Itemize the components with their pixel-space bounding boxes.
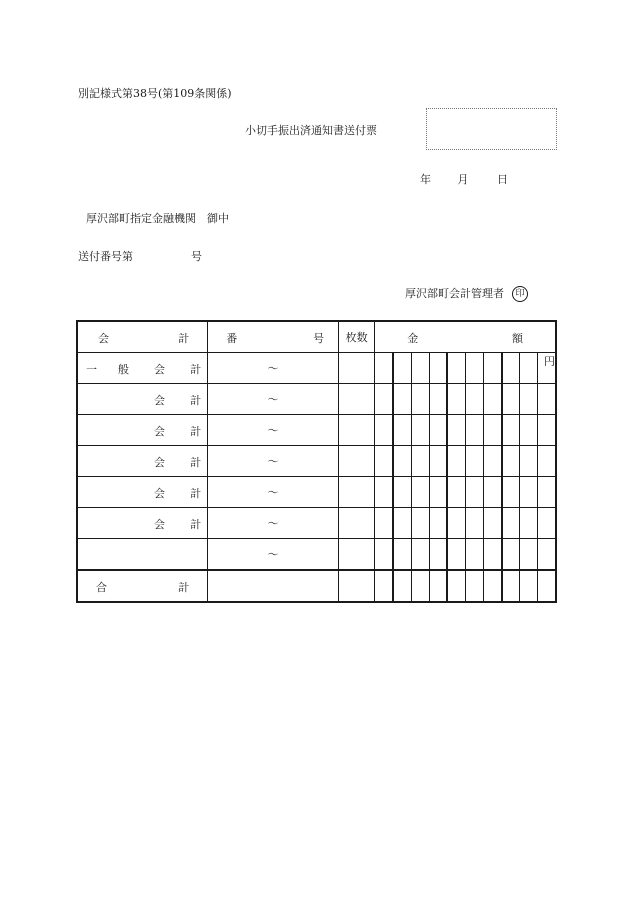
total-number-cell — [208, 570, 339, 602]
amount-digit-cell — [502, 415, 520, 446]
sending-number-suffix: 号 — [191, 250, 202, 263]
amount-digit-cell — [483, 570, 501, 602]
amount-digit-cell — [375, 508, 393, 539]
amount-digit-cell — [520, 384, 538, 415]
amount-digit-cell — [411, 415, 429, 446]
amount-digit-cell — [520, 446, 538, 477]
table-row — [77, 446, 556, 477]
amount-digit-cell — [375, 384, 393, 415]
amount-digit-cell — [483, 477, 501, 508]
amount-digit-cell — [375, 477, 393, 508]
amount-digit-cell — [538, 570, 556, 602]
row-number-range: 〜 — [208, 477, 339, 508]
row-account: 一 般 会 計 — [77, 353, 208, 384]
amount-digit-cell — [393, 415, 411, 446]
table-row — [77, 353, 556, 384]
row-account: 会 計 — [77, 508, 208, 539]
form-reference: 別記様式第38号(第109条関係) — [78, 87, 232, 100]
row-number-range: 〜 — [208, 384, 339, 415]
amount-digit-cell — [375, 415, 393, 446]
amount-digit-cell — [429, 539, 447, 571]
amount-digit-cell — [465, 539, 483, 571]
row-count — [339, 477, 375, 508]
amount-digit-cell — [502, 570, 520, 602]
amount-digit-cell — [483, 508, 501, 539]
amount-digit-cell — [447, 353, 465, 384]
total-label: 合 計 — [77, 570, 208, 602]
amount-digit-cell — [429, 570, 447, 602]
amount-digit-cell — [520, 508, 538, 539]
date-month: 月 — [457, 173, 469, 186]
row-number-range: 〜 — [208, 446, 339, 477]
sending-number-prefix: 送付番号第 — [78, 250, 133, 263]
amount-digit-cell — [393, 477, 411, 508]
sender-name: 厚沢部町会計管理者 — [405, 287, 504, 300]
amount-digit-cell — [393, 384, 411, 415]
amount-digit-cell — [520, 570, 538, 602]
amount-digit-cell — [429, 508, 447, 539]
amount-digit-cell — [502, 508, 520, 539]
row-count — [339, 539, 375, 571]
amount-digit-cell — [520, 477, 538, 508]
amount-digit-cell — [411, 477, 429, 508]
header-account: 会 計 — [77, 321, 208, 353]
amount-digit-cell — [429, 446, 447, 477]
amount-digit-cell — [538, 384, 556, 415]
amount-digit-cell — [465, 353, 483, 384]
amount-digit-cell — [375, 353, 393, 384]
row-account: 会 計 — [77, 415, 208, 446]
document-title: 小切手振出済通知書送付票 — [245, 124, 377, 137]
amount-digit-cell — [375, 446, 393, 477]
amount-digit-cell — [411, 570, 429, 602]
amount-digit-cell — [429, 384, 447, 415]
amount-digit-cell — [483, 353, 501, 384]
amount-digit-cell — [465, 384, 483, 415]
row-number-range: 〜 — [208, 539, 339, 571]
amount-digit-cell — [483, 539, 501, 571]
row-account: 会 計 — [77, 477, 208, 508]
amount-digit-cell — [465, 446, 483, 477]
row-account: 会 計 — [77, 384, 208, 415]
date-year: 年 — [420, 173, 431, 186]
amount-digit-cell — [429, 353, 447, 384]
amount-digit-cell — [465, 508, 483, 539]
row-count — [339, 508, 375, 539]
amount-digit-cell — [520, 539, 538, 571]
amount-digit-cell — [483, 415, 501, 446]
amount-digit-cell — [538, 539, 556, 571]
table-row — [77, 477, 556, 508]
header-count: 枚数 — [339, 321, 375, 353]
amount-digit-cell — [502, 446, 520, 477]
table-row — [77, 384, 556, 415]
amount-digit-cell — [538, 415, 556, 446]
amount-digit-cell — [393, 539, 411, 571]
amount-digit-cell — [411, 539, 429, 571]
amount-digit-cell — [393, 570, 411, 602]
amount-digit-cell — [465, 415, 483, 446]
total-count-cell — [339, 570, 375, 602]
amount-digit-cell — [447, 384, 465, 415]
amount-digit-cell — [447, 539, 465, 571]
amount-digit-cell — [502, 384, 520, 415]
table-row — [77, 415, 556, 446]
amount-digit-cell — [411, 353, 429, 384]
table-row — [77, 508, 556, 539]
receipt-stamp-box — [426, 108, 557, 150]
header-number: 番 号 — [208, 321, 339, 353]
amount-digit-cell — [447, 415, 465, 446]
amount-digit-cell — [447, 477, 465, 508]
amount-digit-cell — [483, 384, 501, 415]
row-count — [339, 353, 375, 384]
amount-digit-cell — [502, 539, 520, 571]
amount-digit-cell — [465, 477, 483, 508]
row-count — [339, 415, 375, 446]
amount-digit-cell — [393, 508, 411, 539]
amount-digit-cell — [538, 446, 556, 477]
row-number-range: 〜 — [208, 353, 339, 384]
amount-digit-cell — [520, 415, 538, 446]
amount-digit-cell — [411, 446, 429, 477]
ledger-table — [76, 320, 557, 603]
amount-digit-cell — [447, 570, 465, 602]
amount-digit-cell — [411, 384, 429, 415]
addressee: 厚沢部町指定金融機関 御中 — [86, 212, 229, 225]
sending-number — [78, 248, 202, 264]
sender — [405, 285, 528, 302]
amount-digit-cell — [502, 353, 520, 384]
amount-digit-cell — [447, 508, 465, 539]
row-number-range: 〜 — [208, 415, 339, 446]
amount-digit-cell — [502, 477, 520, 508]
date-line — [420, 171, 508, 187]
amount-digit-cell — [465, 570, 483, 602]
amount-digit-cell — [393, 353, 411, 384]
table-total-row — [77, 570, 556, 602]
amount-digit-cell — [411, 508, 429, 539]
amount-digit-cell — [483, 446, 501, 477]
date-day: 日 — [497, 173, 508, 186]
row-number-range: 〜 — [208, 508, 339, 539]
row-account — [77, 539, 208, 571]
row-count — [339, 446, 375, 477]
amount-digit-cell — [447, 446, 465, 477]
header-amount: 金 額 — [375, 321, 556, 353]
seal-icon: 印 — [512, 286, 528, 302]
table-row — [77, 539, 556, 571]
table-header-row — [77, 321, 556, 353]
amount-digit-cell — [538, 508, 556, 539]
amount-digit-cell — [375, 539, 393, 571]
amount-digit-cell — [538, 477, 556, 508]
row-account: 会 計 — [77, 446, 208, 477]
amount-digit-cell — [393, 446, 411, 477]
yen-unit: 円 — [538, 353, 556, 384]
amount-digit-cell — [429, 477, 447, 508]
amount-digit-cell — [429, 415, 447, 446]
amount-digit-cell — [375, 570, 393, 602]
amount-digit-cell — [520, 353, 538, 384]
row-count — [339, 384, 375, 415]
